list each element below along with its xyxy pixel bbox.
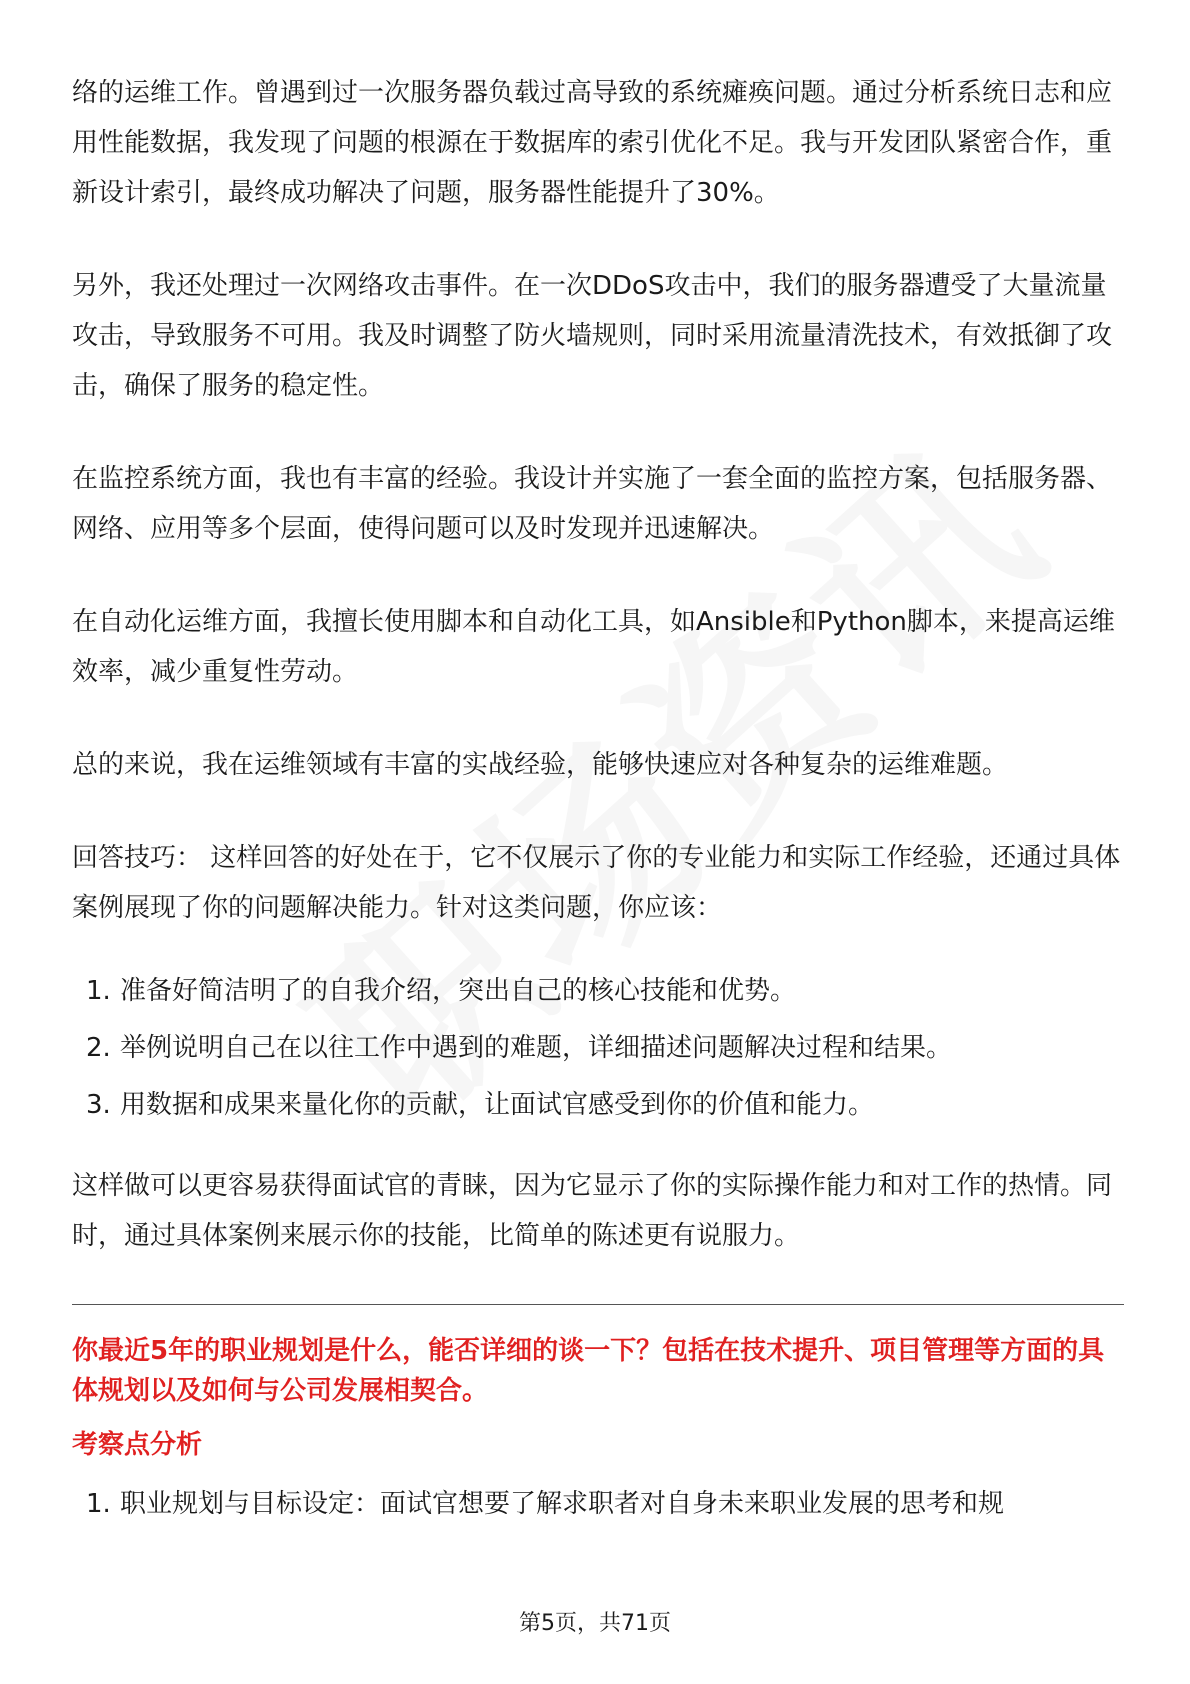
analysis-heading: 考察点分析 [72, 1430, 203, 1460]
list-item [72, 966, 1124, 1016]
paragraph-monitoring: 在监控系统方面，我也有丰富的经验。我设计并实施了一套全面的监控方案，包括服务器、网络、应用等多个层面，使得问题可以及时发现并迅速解决。 [72, 464, 1113, 544]
list-item-number: 2. [86, 1033, 111, 1063]
paragraph-ddos: 另外，我还处理过一次网络攻击事件。在一次DDoS攻击中，我们的服务器遭受了大量流量攻击，导致服务不可用。我及时调整了防火墙规则，同时采用流量清洗技术，有效抵御了攻击，确保了服务的稳定性。 [72, 271, 1113, 401]
list-item-text: 准备好简洁明了的自我介绍，突出自己的核心技能和优势。 [120, 976, 797, 1006]
paragraph-automation: 在自动化运维方面，我擅长使用脚本和自动化工具，如Ansible和Python脚本，来提高运维效率，减少重复性劳动。 [72, 607, 1115, 687]
list-item [72, 1479, 1124, 1529]
section-divider [72, 1304, 1124, 1305]
list-item-text: 举例说明自己在以往工作中遇到的难题，详细描述问题解决过程和结果。 [120, 1033, 953, 1063]
page-footer: 第5页，共71页 [519, 1611, 671, 1636]
list-item-text: 职业规划与目标设定：面试官想要了解求职者对自身未来职业发展的思考和规 [120, 1489, 1005, 1519]
list-item [72, 1080, 1124, 1130]
list-item-number: 3. [86, 1090, 111, 1120]
analysis-list [72, 1479, 1124, 1529]
paragraph-server-load: 络的运维工作。曾遇到过一次服务器负载过高导致的系统瘫痪问题。通过分析系统日志和应用性能数据，我发现了问题的根源在于数据库的索引优化不足。我与开发团队紧密合作，重新设计索引，最终成功解决了问题，服务器性能提升了30%。 [72, 78, 1113, 208]
list-item-number: 1. [86, 1489, 111, 1519]
list-item-text: 用数据和成果来量化你的贡献，让面试官感受到你的价值和能力。 [120, 1090, 875, 1120]
tips-list [72, 966, 1124, 1130]
interview-question: 你最近5年的职业规划是什么，能否详细的谈一下？包括在技术提升、项目管理等方面的具体规划以及如何与公司发展相契合。 [72, 1336, 1105, 1406]
list-item [72, 1023, 1124, 1073]
list-item-number: 1. [86, 976, 111, 1006]
paragraph-summary: 总的来说，我在运维领域有丰富的实战经验，能够快速应对各种复杂的运维难题。 [72, 750, 1009, 780]
paragraph-answer-tips: 回答技巧： 这样回答的好处在于，它不仅展示了你的专业能力和实际工作经验，还通过具体案例展现了你的问题解决能力。针对这类问题，你应该： [72, 843, 1121, 923]
paragraph-closing: 这样做可以更容易获得面试官的青睐，因为它显示了你的实际操作能力和对工作的热情。同时，通过具体案例来展示你的技能，比简单的陈述更有说服力。 [72, 1171, 1113, 1251]
page-content [72, 68, 1124, 1560]
